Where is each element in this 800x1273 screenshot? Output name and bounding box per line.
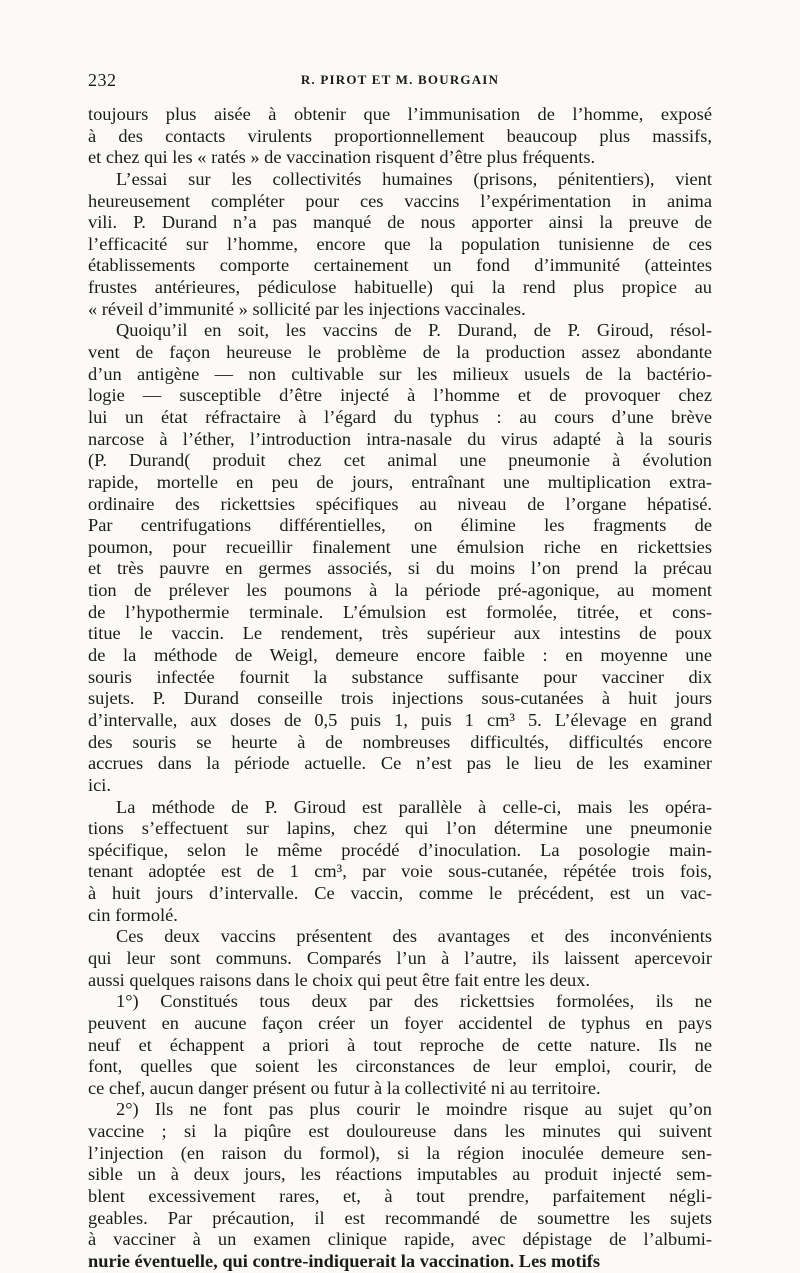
text-line: vili. P. Durand n’a pas manqué de nous apporter ainsi la preuve de: [88, 212, 712, 233]
paragraph: [88, 991, 712, 1099]
paragraph: [88, 926, 712, 991]
text-line: sible un à deux jours, les réactions imputables au produit injecté sem-: [88, 1164, 712, 1185]
page-number: 232: [88, 70, 117, 90]
text-line: et très pauvre en germes associés, si du moins l’on prend la précau: [88, 558, 712, 579]
running-head: R. PIROT ET M. BOURGAIN: [300, 72, 500, 87]
body-text: [88, 104, 712, 1273]
text-line: aussi quelques raisons dans le choix qui peut être fait entre les deux.: [88, 969, 591, 990]
text-line: font, quelles que soient les circonstances de leur emploi, courir, de: [88, 1056, 712, 1077]
text-line: titue le vaccin. Le rendement, très supérieur aux intestins de poux: [88, 623, 712, 644]
text-line: l’injection (en raison du formol), si la région inoculée demeure sen-: [88, 1142, 712, 1163]
text-line: ordinaire des rickettsies spécifiques au niveau de l’organe hépatisé.: [88, 493, 712, 514]
text-line: ici.: [88, 774, 111, 795]
text-line: ce chef, aucun danger présent ou futur à la collectivité ni au territoire.: [88, 1077, 601, 1098]
text-line: frustes antérieures, pédiculose habituelle) qui la rend plus propice au: [88, 277, 712, 298]
text-line: cin formolé.: [88, 904, 178, 925]
text-line: geables. Par précaution, il est recommandé de soumettre les sujets: [88, 1207, 712, 1228]
paragraph: [88, 320, 712, 796]
text-line: vent de façon heureuse le problème de la production assez abondante: [88, 342, 712, 363]
text-line: rapide, mortelle en peu de jours, entraînant une multiplication extra-: [88, 471, 712, 492]
text-line: (P. Durand( produit chez cet animal une pneumonie à évolution: [88, 450, 712, 471]
text-line: d’un antigène — non cultivable sur les milieux usuels de la bactério-: [88, 363, 712, 384]
text-line: vaccine ; si la piqûre est douloureuse dans les minutes qui suivent: [88, 1121, 712, 1142]
text-line: tions s’effectuent sur lapins, chez qui l’on détermine une pneumonie: [88, 818, 712, 839]
text-line: tion de prélever les poumons à la période pré-agonique, au moment: [88, 580, 712, 601]
text-line: peuvent en aucune façon créer un foyer accidentel de typhus en pays: [88, 1012, 712, 1033]
text-line: des souris se heurte à de nombreuses difficultés, difficultés encore: [88, 731, 712, 752]
text-line: 2°) Ils ne font pas plus courir le moindre risque au sujet qu’on: [116, 1099, 712, 1120]
text-line: narcose à l’éther, l’introduction intra-nasale du virus adapté à la souris: [88, 428, 712, 449]
paragraph: [88, 1099, 712, 1272]
text-line: toujours plus aisée à obtenir que l’immunisation de l’homme, exposé: [88, 104, 712, 124]
text-line: sujets. P. Durand conseille trois injections sous-cutanées à huit jours: [88, 688, 712, 709]
text-line: blent excessivement rares, et, à tout prendre, parfaitement négli-: [88, 1186, 712, 1207]
text-line: à huit jours d’intervalle. Ce vaccin, comme le précédent, est un vac-: [88, 883, 712, 904]
text-line: de la méthode de Weigl, demeure encore faible : en moyenne une: [88, 645, 712, 666]
text-line: souris infectée fournit la substance suffisante pour vacciner dix: [88, 666, 712, 687]
text-line: qui leur sont communs. Comparés l’un à l’autre, ils laissent apercevoir: [88, 947, 712, 968]
text-line: établissements comporte certainement un fond d’immunité (atteintes: [88, 255, 712, 276]
text-line: La méthode de P. Giroud est parallèle à celle-ci, mais les opéra-: [116, 796, 712, 817]
paragraph: [88, 797, 712, 927]
text-line: logie — susceptible d’être injecté à l’homme et de provoquer chez: [88, 385, 712, 406]
text-line: Par centrifugations différentielles, on élimine les fragments de: [88, 515, 712, 536]
text-line: tenant adoptée est de 1 cm³, par voie sous-cutanée, répétée trois fois,: [88, 861, 712, 882]
text-line: nurie éventuelle, qui contre-indiquerait la vaccination. Les motifs: [88, 1250, 601, 1271]
text-line: neuf et échappent a priori à tout reproche de cette nature. Ils ne: [88, 1034, 712, 1055]
paragraph: [88, 169, 712, 320]
text-line: accrues dans la période actuelle. Ce n’est pas le lieu de les examiner: [88, 753, 712, 774]
text-line: à vacciner à un examen clinique rapide, avec dépistage de l’albumi-: [88, 1229, 712, 1250]
text-line: L’essai sur les collectivités humaines (prisons, pénitentiers), vient: [116, 168, 712, 189]
paragraph: [88, 104, 712, 169]
text-line: de l’hypothermie terminale. L’émulsion est formolée, titrée, et cons-: [88, 601, 712, 622]
text-line: « réveil d’immunité » sollicité par les injections vaccinales.: [88, 298, 526, 319]
text-line: Quoiqu’il en soit, les vaccins de P. Durand, de P. Giroud, résol-: [116, 320, 712, 341]
text-line: poumon, pour recueillir finalement une émulsion riche en rickettsies: [88, 536, 712, 557]
text-line: lui un état réfractaire à l’égard du typhus : au cours d’une brève: [88, 406, 712, 427]
text-line: heureusement compléter pour ces vaccins l’expérimentation in anima: [88, 190, 712, 211]
page-header: [88, 70, 712, 92]
text-line: l’efficacité sur l’homme, encore que la population tunisienne de ces: [88, 233, 712, 254]
text-line: et chez qui les « ratés » de vaccination risquent d’être plus fréquents.: [88, 147, 596, 168]
text-line: spécifique, selon le même procédé d’inoculation. La posologie main-: [88, 839, 712, 860]
text-line: Ces deux vaccins présentent des avantages et des inconvénients: [116, 926, 712, 947]
text-line: à des contacts virulents proportionnellement beaucoup plus massifs,: [88, 125, 712, 146]
text-line: d’intervalle, aux doses de 0,5 puis 1, puis 1 cm³ 5. L’élevage en grand: [88, 709, 712, 730]
text-line: 1°) Constitués tous deux par des rickettsies formolées, ils ne: [116, 991, 712, 1012]
